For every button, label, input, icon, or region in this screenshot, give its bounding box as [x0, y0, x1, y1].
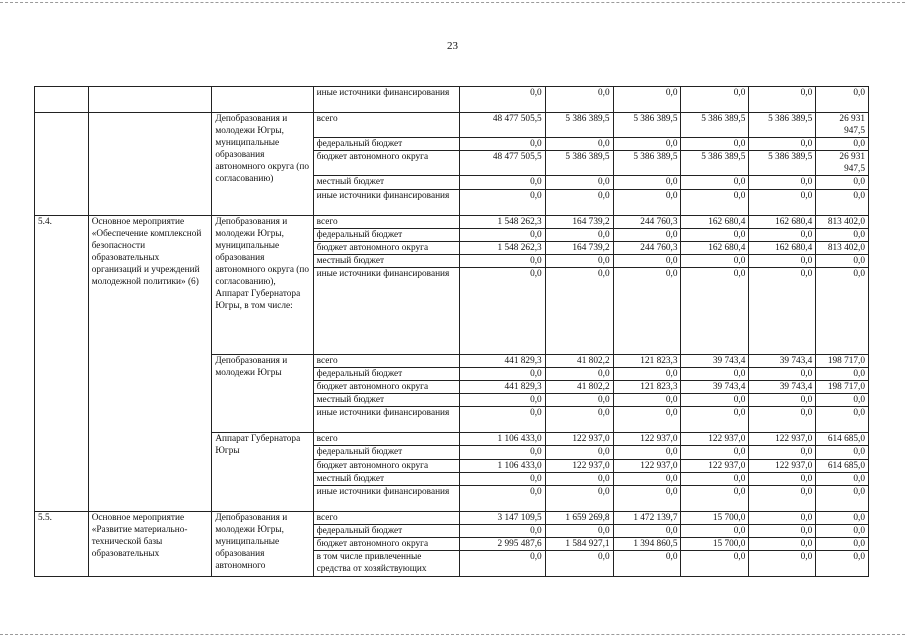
amount-cell: 121 823,3 — [613, 381, 681, 394]
funding-source-cell: федеральный бюджет — [313, 368, 459, 381]
amount-cell: 0,0 — [613, 87, 681, 113]
amount-cell: 0,0 — [545, 189, 613, 215]
amount-cell: 0,0 — [816, 472, 869, 485]
amount-cell: 0,0 — [681, 254, 749, 267]
amount-cell: 122 937,0 — [749, 433, 816, 446]
amount-cell: 162 680,4 — [749, 215, 816, 228]
activity-name-cell — [88, 87, 212, 113]
funding-source-cell: иные источники финансирования — [313, 87, 459, 113]
amount-cell: 0,0 — [681, 368, 749, 381]
amount-cell: 1 548 262,3 — [459, 241, 545, 254]
amount-cell: 122 937,0 — [681, 433, 749, 446]
amount-cell: 0,0 — [749, 472, 816, 485]
amount-cell: 39 743,4 — [681, 381, 749, 394]
page-top-edge — [0, 2, 905, 3]
funding-source-cell: всего — [313, 433, 459, 446]
item-number-cell: 5.5. — [35, 511, 89, 576]
amount-cell: 15 700,0 — [681, 511, 749, 524]
funding-source-cell: всего — [313, 215, 459, 228]
amount-cell: 48 477 505,5 — [459, 113, 545, 138]
amount-cell: 614 685,0 — [816, 459, 869, 472]
table-row — [35, 215, 869, 228]
funding-source-cell: федеральный бюджет — [313, 228, 459, 241]
amount-cell: 0,0 — [681, 228, 749, 241]
activity-name-cell — [88, 113, 212, 216]
amount-cell: 0,0 — [459, 485, 545, 511]
amount-cell: 1 106 433,0 — [459, 459, 545, 472]
amount-cell: 0,0 — [816, 511, 869, 524]
amount-cell: 0,0 — [613, 446, 681, 459]
amount-cell: 198 717,0 — [816, 381, 869, 394]
funding-source-cell: федеральный бюджет — [313, 138, 459, 151]
page-bottom-edge — [0, 634, 905, 635]
amount-cell: 0,0 — [749, 189, 816, 215]
executor-cell: Депобразования и молодежи Югры, муниципальные образования автономного округа (по согласованию), Аппарат Губернатора Югры, в том числе: — [212, 215, 313, 354]
amount-cell: 0,0 — [459, 550, 545, 576]
amount-cell: 122 937,0 — [613, 433, 681, 446]
funding-source-cell: бюджет автономного округа — [313, 459, 459, 472]
amount-cell: 0,0 — [816, 407, 869, 433]
table-row — [35, 113, 869, 138]
amount-cell: 0,0 — [749, 446, 816, 459]
item-number-cell: 5.4. — [35, 215, 89, 511]
amount-cell: 39 743,4 — [681, 354, 749, 367]
amount-cell: 0,0 — [545, 394, 613, 407]
amount-cell: 5 386 389,5 — [681, 151, 749, 176]
amount-cell: 0,0 — [681, 267, 749, 354]
amount-cell: 164 739,2 — [545, 215, 613, 228]
amount-cell: 0,0 — [613, 176, 681, 189]
amount-cell: 0,0 — [681, 472, 749, 485]
amount-cell: 1 394 860,5 — [613, 537, 681, 550]
amount-cell: 5 386 389,5 — [749, 113, 816, 138]
amount-cell: 1 548 262,3 — [459, 215, 545, 228]
amount-cell: 1 659 269,8 — [545, 511, 613, 524]
page-number: 23 — [447, 40, 458, 52]
amount-cell: 0,0 — [459, 446, 545, 459]
amount-cell: 0,0 — [681, 138, 749, 151]
amount-cell: 0,0 — [545, 267, 613, 354]
amount-cell: 0,0 — [749, 176, 816, 189]
amount-cell: 0,0 — [749, 138, 816, 151]
amount-cell: 0,0 — [749, 537, 816, 550]
item-number-cell — [35, 87, 89, 113]
activity-name-cell: Основное мероприятие «Обеспечение комплексной безопасности образовательных организаций и учреждений молодежной политики» (6) — [88, 215, 212, 511]
budget-table — [34, 86, 869, 577]
funding-source-cell: местный бюджет — [313, 254, 459, 267]
amount-cell: 0,0 — [613, 472, 681, 485]
amount-cell: 0,0 — [681, 485, 749, 511]
funding-source-cell: всего — [313, 354, 459, 367]
amount-cell: 2 995 487,6 — [459, 537, 545, 550]
amount-cell: 0,0 — [613, 485, 681, 511]
amount-cell: 244 760,3 — [613, 241, 681, 254]
amount-cell: 0,0 — [681, 446, 749, 459]
amount-cell: 0,0 — [681, 87, 749, 113]
funding-source-cell: федеральный бюджет — [313, 524, 459, 537]
amount-cell: 0,0 — [816, 550, 869, 576]
amount-cell: 0,0 — [545, 228, 613, 241]
funding-source-cell: бюджет автономного округа — [313, 241, 459, 254]
amount-cell: 0,0 — [613, 550, 681, 576]
amount-cell: 162 680,4 — [681, 241, 749, 254]
item-number-cell — [35, 113, 89, 216]
funding-source-cell: иные источники финансирования — [313, 407, 459, 433]
amount-cell: 0,0 — [816, 228, 869, 241]
amount-cell: 39 743,4 — [749, 381, 816, 394]
amount-cell: 0,0 — [816, 87, 869, 113]
funding-source-cell: бюджет автономного округа — [313, 537, 459, 550]
amount-cell: 0,0 — [613, 228, 681, 241]
amount-cell: 614 685,0 — [816, 433, 869, 446]
amount-cell: 0,0 — [681, 524, 749, 537]
executor-cell: Депобразования и молодежи Югры — [212, 354, 313, 432]
amount-cell: 0,0 — [816, 485, 869, 511]
table-row — [35, 87, 869, 113]
amount-cell: 162 680,4 — [681, 215, 749, 228]
funding-source-cell: местный бюджет — [313, 472, 459, 485]
amount-cell: 0,0 — [749, 524, 816, 537]
amount-cell: 122 937,0 — [749, 459, 816, 472]
amount-cell: 441 829,3 — [459, 354, 545, 367]
amount-cell: 122 937,0 — [545, 433, 613, 446]
amount-cell: 0,0 — [545, 446, 613, 459]
amount-cell: 0,0 — [681, 394, 749, 407]
amount-cell: 122 937,0 — [545, 459, 613, 472]
amount-cell: 0,0 — [613, 189, 681, 215]
amount-cell: 0,0 — [613, 394, 681, 407]
amount-cell: 0,0 — [816, 189, 869, 215]
amount-cell: 0,0 — [545, 472, 613, 485]
amount-cell: 26 931 947,5 — [816, 113, 869, 138]
executor-cell: Аппарат Губернатора Югры — [212, 433, 313, 511]
amount-cell: 1 106 433,0 — [459, 433, 545, 446]
executor-cell — [212, 87, 313, 113]
amount-cell: 0,0 — [613, 267, 681, 354]
amount-cell: 0,0 — [749, 394, 816, 407]
amount-cell: 0,0 — [749, 485, 816, 511]
amount-cell: 0,0 — [545, 138, 613, 151]
amount-cell: 0,0 — [545, 407, 613, 433]
funding-source-cell: местный бюджет — [313, 176, 459, 189]
amount-cell: 0,0 — [459, 87, 545, 113]
amount-cell: 0,0 — [681, 189, 749, 215]
amount-cell: 0,0 — [749, 267, 816, 354]
amount-cell: 0,0 — [816, 368, 869, 381]
amount-cell: 0,0 — [545, 368, 613, 381]
amount-cell: 0,0 — [816, 446, 869, 459]
amount-cell: 0,0 — [816, 176, 869, 189]
funding-source-cell: иные источники финансирования — [313, 189, 459, 215]
amount-cell: 0,0 — [749, 407, 816, 433]
amount-cell: 0,0 — [459, 394, 545, 407]
amount-cell: 0,0 — [816, 394, 869, 407]
amount-cell: 0,0 — [613, 524, 681, 537]
amount-cell: 0,0 — [816, 138, 869, 151]
amount-cell: 0,0 — [681, 407, 749, 433]
funding-source-cell: всего — [313, 511, 459, 524]
amount-cell: 41 802,2 — [545, 354, 613, 367]
amount-cell: 1 584 927,1 — [545, 537, 613, 550]
amount-cell: 5 386 389,5 — [613, 151, 681, 176]
amount-cell: 0,0 — [613, 138, 681, 151]
amount-cell: 813 402,0 — [816, 241, 869, 254]
funding-source-cell: бюджет автономного округа — [313, 381, 459, 394]
amount-cell: 0,0 — [545, 87, 613, 113]
activity-name-cell: Основное мероприятие «Развитие материально-технической базы образовательных — [88, 511, 212, 576]
amount-cell: 39 743,4 — [749, 354, 816, 367]
amount-cell: 122 937,0 — [613, 459, 681, 472]
amount-cell: 0,0 — [613, 254, 681, 267]
amount-cell: 0,0 — [681, 550, 749, 576]
amount-cell: 5 386 389,5 — [545, 113, 613, 138]
funding-source-cell: иные источники финансирования — [313, 267, 459, 354]
amount-cell: 0,0 — [749, 254, 816, 267]
funding-source-cell: в том числе привлеченные средства от хозяйствующих — [313, 550, 459, 576]
amount-cell: 5 386 389,5 — [749, 151, 816, 176]
executor-cell: Депобразования и молодежи Югры, муниципальные образования автономного — [212, 511, 313, 576]
amount-cell: 164 739,2 — [545, 241, 613, 254]
amount-cell: 0,0 — [459, 254, 545, 267]
table-row — [35, 511, 869, 524]
amount-cell: 0,0 — [681, 176, 749, 189]
funding-source-cell: иные источники финансирования — [313, 485, 459, 511]
amount-cell: 0,0 — [816, 254, 869, 267]
amount-cell: 48 477 505,5 — [459, 151, 545, 176]
amount-cell: 0,0 — [545, 524, 613, 537]
amount-cell: 0,0 — [816, 537, 869, 550]
amount-cell: 26 931 947,5 — [816, 151, 869, 176]
amount-cell: 0,0 — [749, 511, 816, 524]
amount-cell: 0,0 — [749, 228, 816, 241]
amount-cell: 0,0 — [545, 485, 613, 511]
executor-cell: Депобразования и молодежи Югры, муниципальные образования автономного округа (по согласованию) — [212, 113, 313, 216]
amount-cell: 1 472 139,7 — [613, 511, 681, 524]
amount-cell: 3 147 109,5 — [459, 511, 545, 524]
amount-cell: 0,0 — [613, 407, 681, 433]
funding-source-cell: федеральный бюджет — [313, 446, 459, 459]
amount-cell: 0,0 — [459, 267, 545, 354]
amount-cell: 0,0 — [749, 87, 816, 113]
amount-cell: 0,0 — [545, 550, 613, 576]
amount-cell: 244 760,3 — [613, 215, 681, 228]
amount-cell: 122 937,0 — [681, 459, 749, 472]
amount-cell: 0,0 — [459, 407, 545, 433]
amount-cell: 0,0 — [459, 524, 545, 537]
amount-cell: 15 700,0 — [681, 537, 749, 550]
amount-cell: 0,0 — [749, 550, 816, 576]
funding-source-cell: бюджет автономного округа — [313, 151, 459, 176]
amount-cell: 0,0 — [613, 368, 681, 381]
amount-cell: 121 823,3 — [613, 354, 681, 367]
amount-cell: 5 386 389,5 — [681, 113, 749, 138]
amount-cell: 41 802,2 — [545, 381, 613, 394]
amount-cell: 5 386 389,5 — [545, 151, 613, 176]
amount-cell: 0,0 — [459, 228, 545, 241]
funding-source-cell: всего — [313, 113, 459, 138]
amount-cell: 0,0 — [816, 267, 869, 354]
amount-cell: 0,0 — [545, 254, 613, 267]
amount-cell: 441 829,3 — [459, 381, 545, 394]
amount-cell: 5 386 389,5 — [613, 113, 681, 138]
amount-cell: 0,0 — [749, 368, 816, 381]
amount-cell: 162 680,4 — [749, 241, 816, 254]
amount-cell: 0,0 — [459, 138, 545, 151]
amount-cell: 0,0 — [816, 524, 869, 537]
amount-cell: 813 402,0 — [816, 215, 869, 228]
amount-cell: 0,0 — [459, 368, 545, 381]
amount-cell: 0,0 — [545, 176, 613, 189]
amount-cell: 0,0 — [459, 472, 545, 485]
funding-source-cell: местный бюджет — [313, 394, 459, 407]
amount-cell: 0,0 — [459, 176, 545, 189]
amount-cell: 0,0 — [459, 189, 545, 215]
amount-cell: 198 717,0 — [816, 354, 869, 367]
